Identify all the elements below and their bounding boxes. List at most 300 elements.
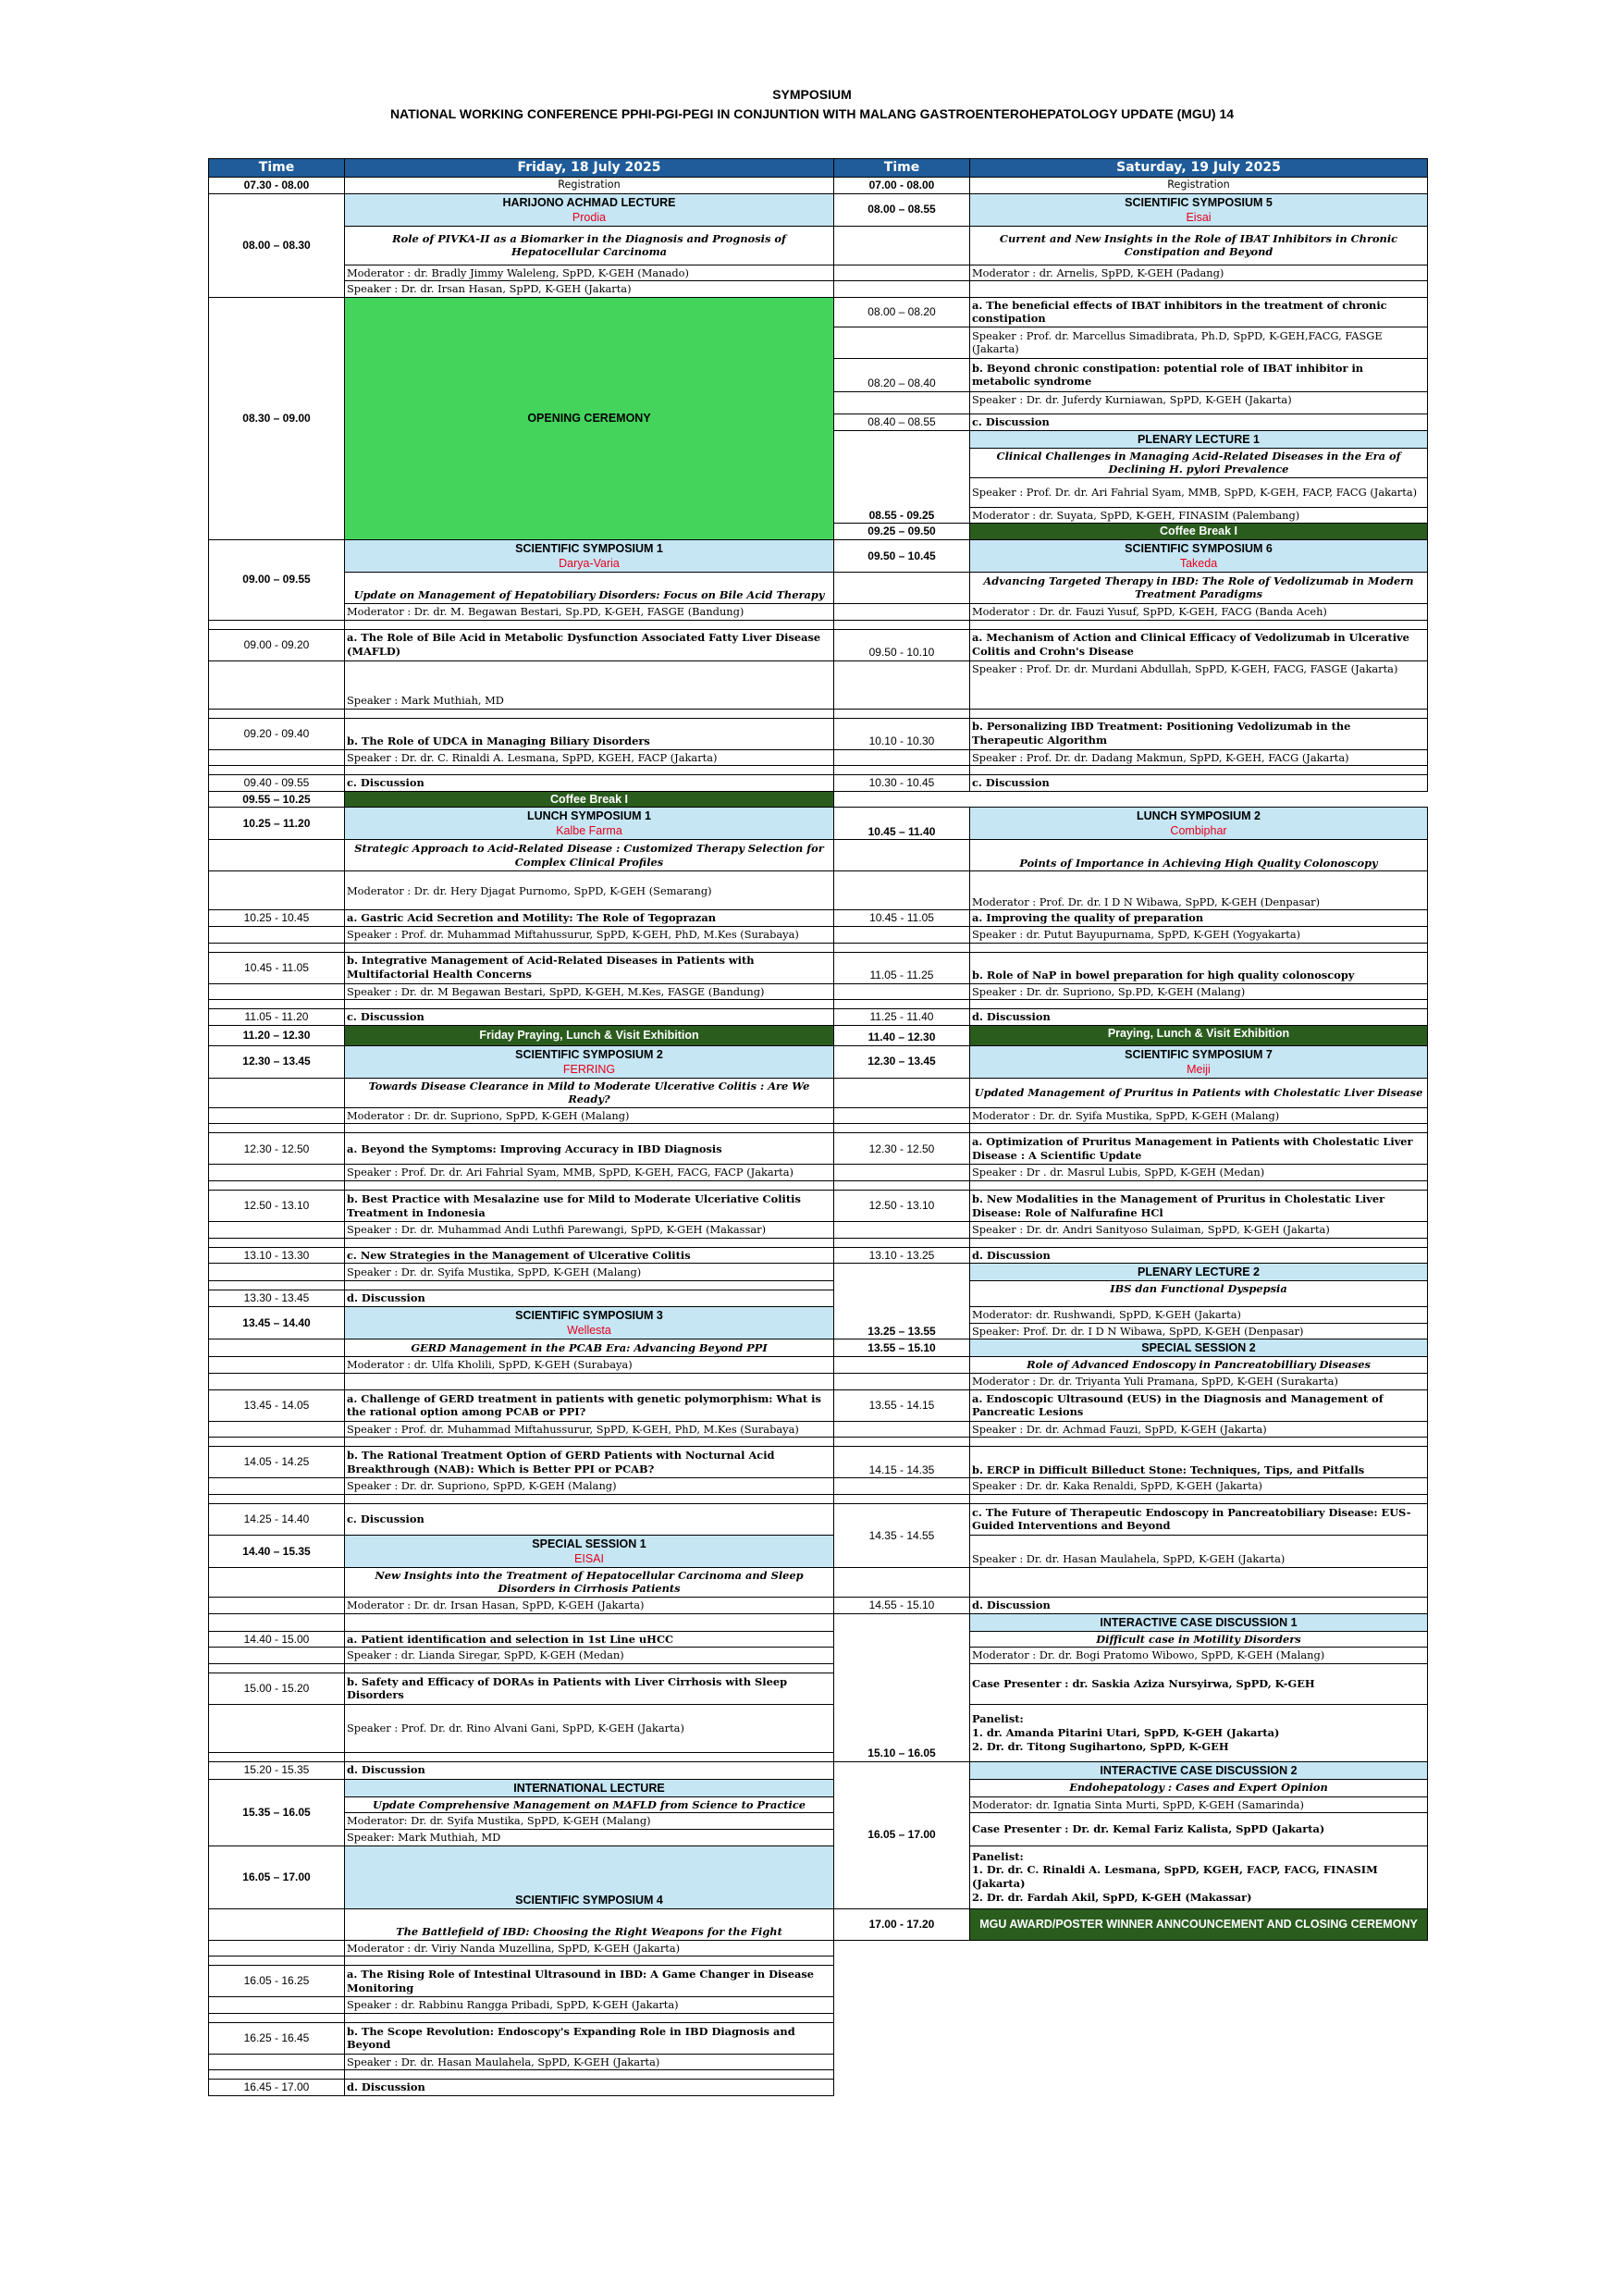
time-cell: 09.40 - 09.55 (209, 775, 345, 792)
empty-cell (345, 1957, 834, 1966)
speaker-text: Speaker : Dr. dr. Syifa Mustika, SpPD, K-GEH (Malang) (345, 1264, 834, 1281)
speaker-text: Speaker : Dr. dr. Supriono, SpPD, K-GEH (Malang) (345, 1478, 834, 1495)
empty-cell (345, 620, 834, 629)
session-header: PLENARY LECTURE 2 (970, 1264, 1428, 1281)
header-title: SYMPOSIUM (772, 87, 852, 102)
time-cell: 09.25 – 09.50 (834, 524, 970, 540)
moderator-text: Moderator : Dr. dr. Triyanta Yuli Pramana, SpPD, K-GEH (Surakarta) (970, 1374, 1428, 1390)
empty-cell (834, 620, 970, 629)
empty-cell (209, 1165, 345, 1181)
time-cell: 11.20 – 12.30 (209, 1025, 345, 1045)
talk-title: b. The Role of UDCA in Managing Biliary Disorders (345, 718, 834, 749)
empty-cell (209, 1264, 345, 1281)
session-topic: Role of PIVKA-II as a Biomarker in the Diagnosis and Prognosis of Hepatocellular Carcinoma (345, 226, 834, 265)
talk-title: a. Gastric Acid Secretion and Motility: The Role of Tegoprazan (345, 910, 834, 927)
empty-cell (209, 709, 345, 718)
talk-title: b. Best Practice with Mesalazine use for Mild to Moderate Ulceriative Colitis Treatment in Indonesia (345, 1191, 834, 1222)
speaker-text: Speaker : Dr . dr. Masrul Lubis, SpPD, K-GEH (Medan) (970, 1165, 1428, 1181)
time-cell: 15.35 – 16.05 (209, 1779, 345, 1845)
speaker-text: Speaker : Prof. Dr. dr. Rino Alvani Gani, SpPD, K-GEH (Jakarta) (345, 1704, 834, 1752)
empty-cell (834, 943, 970, 952)
empty-cell (209, 1752, 345, 1761)
talk-title: b. Personalizing IBD Treatment: Positioning Vedolizumab in the Therapeutic Algorithm (970, 718, 1428, 749)
panelist-label: Panelist: (972, 1712, 1024, 1726)
time-cell: 08.30 – 09.00 (209, 297, 345, 539)
time-cell: 09.55 – 10.25 (209, 791, 345, 808)
empty-cell (970, 2013, 1428, 2022)
discussion-text: d. Discussion (970, 1598, 1428, 1614)
empty-cell (345, 2013, 834, 2022)
empty-cell (834, 572, 970, 603)
empty-cell (345, 1374, 834, 1390)
speaker-text: Speaker : Dr. dr. Andri Sanityoso Sulaiman, SpPD, K-GEH (Jakarta) (970, 1222, 1428, 1239)
session-topic: Points of Importance in Achieving High Quality Colonoscopy (970, 840, 1428, 871)
empty-cell (834, 791, 970, 808)
empty-cell (834, 766, 970, 775)
session-header: SCIENTIFIC SYMPOSIUM 4 (345, 1845, 834, 1908)
time-cell: 14.25 - 14.40 (209, 1503, 345, 1535)
empty-cell (345, 1000, 834, 1009)
talk-title: a. Mechanism of Action and Clinical Efficacy of Vedolizumab in Ulcerative Colitis and Crohn's Disease (970, 629, 1428, 660)
empty-cell (834, 1567, 970, 1597)
session-header (970, 193, 1428, 226)
empty-cell (834, 603, 970, 620)
discussion-text: d. Discussion (970, 1009, 1428, 1026)
moderator-text: Moderator: Dr. dr. Syifa Mustika, SpPD, K-GEH (Malang) (345, 1813, 834, 1830)
time-cell: 08.00 – 08.55 (834, 193, 970, 226)
time-cell: 17.00 - 17.20 (834, 1908, 970, 1940)
empty-cell (970, 2070, 1428, 2080)
moderator-text: Moderator: dr. Rushwandi, SpPD, K-GEH (Jakarta) (970, 1306, 1428, 1323)
empty-cell (834, 1078, 970, 1107)
speaker-text: Speaker : Dr. dr. Achmad Fauzi, SpPD, K-GEH (Jakarta) (970, 1421, 1428, 1438)
empty-cell (209, 1567, 345, 1597)
talk-title: b. Safety and Efficacy of DORAs in Patients with Liver Cirrhosis with Sleep Disorders (345, 1673, 834, 1704)
empty-cell (345, 1613, 834, 1631)
time-cell: 13.10 - 13.25 (834, 1247, 970, 1264)
time-cell: 14.05 - 14.25 (209, 1447, 345, 1478)
empty-cell (970, 620, 1428, 629)
session-topic: Endohepatology : Cases and Expert Opinion (970, 1779, 1428, 1796)
time-cell: 13.45 – 14.40 (209, 1306, 345, 1339)
col-friday: Friday, 18 July 2025 (345, 159, 834, 178)
empty-cell (970, 1000, 1428, 1009)
talk-title: c. The Future of Therapeutic Endoscopy in Pancreatobiliary Disease: EUS-Guided Interventions and Beyond (970, 1503, 1428, 1535)
empty-cell (209, 943, 345, 952)
time-cell: 11.25 - 11.40 (834, 1009, 970, 1026)
session-cell: Registration (970, 178, 1428, 194)
moderator-text: Moderator : Dr. dr. Hery Djagat Purnomo, SpPD, K-GEH (Semarang) (345, 871, 834, 910)
moderator-text: Moderator : dr. Ulfa Kholili, SpPD, K-GEH (Surabaya) (345, 1357, 834, 1374)
time-cell: 16.05 – 17.00 (834, 1761, 970, 1908)
empty-cell (970, 1124, 1428, 1133)
empty-cell (834, 871, 970, 910)
session-header (970, 539, 1428, 572)
empty-cell (209, 2070, 345, 2080)
empty-cell (834, 1966, 970, 1997)
empty-cell (209, 1704, 345, 1752)
empty-cell (209, 840, 345, 871)
time-cell: 10.45 - 11.05 (834, 910, 970, 927)
empty-cell (209, 1494, 345, 1503)
empty-cell (209, 1222, 345, 1239)
empty-cell (209, 1940, 345, 1957)
empty-cell (834, 926, 970, 943)
header-subtitle: NATIONAL WORKING CONFERENCE PPHI-PGI-PEGI IN CONJUNTION WITH MALANG GASTROENTEROHEPATOLOGY UPDATE (MGU) 14 (389, 106, 1235, 121)
empty-cell (970, 709, 1428, 718)
time-cell: 10.30 - 10.45 (834, 775, 970, 792)
panelist-item: 1. dr. Amanda Pitarini Utari, SpPD, K-GEH (Jakarta) (972, 1725, 1280, 1739)
empty-cell (970, 2080, 1428, 2096)
empty-cell (970, 1494, 1428, 1503)
empty-cell (970, 766, 1428, 775)
session-topic: The Battlefield of IBD: Choosing the Right Weapons for the Fight (345, 1908, 834, 1940)
speaker-text: Speaker : Dr. dr. Kaka Renaldi, SpPD, K-GEH (Jakarta) (970, 1478, 1428, 1495)
time-cell: 16.05 – 17.00 (209, 1845, 345, 1908)
time-cell: 11.05 - 11.25 (834, 952, 970, 983)
empty-cell (345, 1663, 834, 1673)
empty-cell (970, 1567, 1428, 1597)
empty-cell (209, 1181, 345, 1191)
session-topic: Current and New Insights in the Role of IBAT Inhibitors in Chronic Constipation and Beyond (970, 226, 1428, 265)
empty-cell (209, 1374, 345, 1390)
empty-cell (209, 1238, 345, 1247)
talk-title: a. Patient identification and selection in 1st Line uHCC (345, 1631, 834, 1648)
talk-title: b. The Scope Revolution: Endoscopy's Expanding Role in IBD Diagnosis and Beyond (345, 2022, 834, 2054)
time-cell: 07.00 - 08.00 (834, 178, 970, 194)
empty-cell (209, 1598, 345, 1614)
empty-cell (834, 660, 970, 709)
session-header: PLENARY LECTURE 1 (970, 430, 1428, 448)
speaker-text: Speaker : Dr. dr. Hasan Maulahela, SpPD, K-GEH (Jakarta) (345, 2054, 834, 2070)
session-header (345, 808, 834, 840)
session-title: LUNCH SYMPOSIUM 2 (1136, 809, 1261, 823)
empty-cell (970, 1438, 1428, 1447)
empty-cell (345, 1438, 834, 1447)
time-cell: 11.40 – 12.30 (834, 1025, 970, 1045)
talk-title: a. The Role of Bile Acid in Metabolic Dysfunction Associated Fatty Liver Disease (MAFLD) (345, 629, 834, 660)
empty-cell (834, 1107, 970, 1124)
discussion-text: c. Discussion (345, 1009, 834, 1026)
panelist-item: 1. Dr. dr. C. Rinaldi A. Lesmana, SpPD, KGEH, FACP, FACG, FINASIM (Jakarta) (972, 1863, 1378, 1891)
talk-title: a. Endoscopic Ultrasound (EUS) in the Diagnosis and Management of Pancreatic Lesions (970, 1389, 1428, 1421)
time-cell: 16.25 - 16.45 (209, 2022, 345, 2054)
coffee-break-cell: Coffee Break I (345, 791, 834, 808)
empty-cell (970, 1238, 1428, 1247)
sponsor-label: Takeda (1179, 556, 1218, 570)
session-header: INTERACTIVE CASE DISCUSSION 2 (970, 1761, 1428, 1779)
speaker-text: Speaker : dr. Rabbinu Rangga Pribadi, SpPD, K-GEH (Jakarta) (345, 1997, 834, 2014)
empty-cell (834, 749, 970, 766)
time-cell: 09.00 – 09.55 (209, 539, 345, 620)
time-cell: 09.20 - 09.40 (209, 718, 345, 749)
empty-cell (970, 791, 1428, 808)
session-topic: Updated Management of Pruritus in Patients with Cholestatic Liver Disease (970, 1078, 1428, 1107)
panelist-item: 2. Dr. dr. Titong Sugihartono, SpPD, K-GEH (972, 1739, 1229, 1753)
empty-cell (834, 265, 970, 281)
time-cell: 12.50 - 13.10 (834, 1191, 970, 1222)
session-header: SPECIAL SESSION 2 (970, 1339, 1428, 1357)
time-cell: 08.55 - 09.25 (834, 430, 970, 524)
speaker-text: Speaker : Dr. dr. Hasan Maulahela, SpPD, K-GEH (Jakarta) (970, 1535, 1428, 1567)
session-header: INTERACTIVE CASE DISCUSSION 1 (970, 1613, 1428, 1631)
session-topic: GERD Management in the PCAB Era: Advancing Beyond PPI (345, 1339, 834, 1357)
speaker-text: Speaker : Prof. Dr. dr. Dadang Makmun, SpPD, K-GEH, FACG (Jakarta) (970, 749, 1428, 766)
speaker-text: Speaker : dr. Putut Bayupurnama, SpPD, K-GEH (Yogyakarta) (970, 926, 1428, 943)
speaker-text: Speaker : Dr. dr. M Begawan Bestari, SpPD, K-GEH, M.Kes, FASGE (Bandung) (345, 983, 834, 1000)
empty-cell (209, 1438, 345, 1447)
time-cell: 10.45 - 11.05 (209, 952, 345, 983)
empty-cell (209, 1124, 345, 1133)
empty-cell (970, 2054, 1428, 2070)
speaker-text: Speaker : Dr. dr. Muhammad Andi Luthfi Parewangi, SpPD, K-GEH (Makassar) (345, 1222, 834, 1239)
session-header (345, 193, 834, 226)
empty-cell (834, 281, 970, 298)
time-cell: 13.55 - 14.15 (834, 1389, 970, 1421)
speaker-text: Speaker : Prof. dr. Muhammad Miftahussurur, SpPD, K-GEH, PhD, M.Kes (Surabaya) (345, 1421, 834, 1438)
session-title: LUNCH SYMPOSIUM 1 (526, 809, 652, 823)
panelist-list (970, 1704, 1428, 1761)
time-cell: 10.45 – 11.40 (834, 808, 970, 840)
panelist-list (970, 1845, 1428, 1908)
empty-cell (209, 1078, 345, 1107)
time-cell: 09.00 - 09.20 (209, 629, 345, 660)
time-cell: 14.40 - 15.00 (209, 1631, 345, 1648)
moderator-text: Moderator : Dr. dr. Fauzi Yusuf, SpPD, K-GEH, FACG (Banda Aceh) (970, 603, 1428, 620)
moderator-text: Moderator : Prof. Dr. dr. I D N Wibawa, SpPD, K-GEH (Denpasar) (970, 871, 1428, 910)
sponsor-label: Darya-Varia (559, 556, 620, 570)
empty-cell (345, 1181, 834, 1191)
empty-cell (209, 1357, 345, 1374)
time-cell: 08.00 – 08.30 (209, 193, 345, 297)
speaker-text: Speaker : Dr. dr. C. Rinaldi A. Lesmana, SpPD, KGEH, FACP (Jakarta) (345, 749, 834, 766)
empty-cell (209, 983, 345, 1000)
session-topic: Role of Advanced Endoscopy in Pancreatobilliary Diseases (970, 1357, 1428, 1374)
empty-cell (834, 983, 970, 1000)
empty-cell (209, 1613, 345, 1631)
time-cell: 15.00 - 15.20 (209, 1673, 345, 1704)
empty-cell (970, 1940, 1428, 1957)
speaker-text: Speaker: Prof. Dr. dr. I D N Wibawa, SpPD, K-GEH (Denpasar) (970, 1323, 1428, 1339)
session-header (970, 808, 1428, 840)
speaker-text: Speaker : Dr. dr. Juferdy Kurniawan, SpPD, K-GEH (Jakarta) (970, 391, 1428, 414)
session-topic: IBS dan Functional Dyspepsia (970, 1281, 1428, 1307)
empty-cell (209, 926, 345, 943)
session-topic: Update Comprehensive Management on MAFLD from Science to Practice (345, 1796, 834, 1813)
session-header: INTERNATIONAL LECTURE (345, 1779, 834, 1796)
moderator-text: Moderator: dr. Ignatia Sinta Murti, SpPD, K-GEH (Samarinda) (970, 1796, 1428, 1813)
discussion-text: c. Discussion (970, 414, 1428, 430)
col-saturday: Saturday, 19 July 2025 (970, 159, 1428, 178)
empty-cell (834, 2054, 970, 2070)
empty-cell (834, 1940, 970, 1957)
empty-cell (970, 1966, 1428, 1997)
sponsor-label: FERRING (562, 1062, 616, 1076)
session-topic: Update on Management of Hepatobiliary Disorders: Focus on Bile Acid Therapy (345, 572, 834, 603)
empty-cell (834, 2022, 970, 2054)
empty-cell (209, 1281, 345, 1290)
empty-cell (209, 1648, 345, 1664)
empty-cell (834, 1478, 970, 1495)
talk-title: b. Integrative Management of Acid-Related Diseases in Patients with Multifactorial Health Concerns (345, 952, 834, 983)
time-cell: 14.35 - 14.55 (834, 1503, 970, 1567)
empty-cell (345, 1494, 834, 1503)
empty-cell (345, 2070, 834, 2080)
empty-cell (209, 660, 345, 709)
empty-cell (345, 766, 834, 775)
closing-ceremony-cell: MGU AWARD/POSTER WINNER ANNCOUNCEMENT AND CLOSING CEREMONY (970, 1908, 1428, 1940)
empty-cell (834, 1000, 970, 1009)
empty-cell (209, 1957, 345, 1966)
time-cell: 13.45 - 14.05 (209, 1389, 345, 1421)
speaker-text: Speaker : Prof. dr. Marcellus Simadibrata, Ph.D, SpPD, K-GEH,FACG, FASGE (Jakarta) (970, 327, 1428, 358)
empty-cell (209, 1421, 345, 1438)
sponsor-label: Wellesta (567, 1324, 611, 1338)
panelist-item: 2. Dr. dr. Fardah Akil, SpPD, K-GEH (Makassar) (972, 1890, 1252, 1904)
moderator-text: Moderator : dr. Arnelis, SpPD, K-GEH (Padang) (970, 265, 1428, 281)
session-title: SCIENTIFIC SYMPOSIUM 3 (515, 1309, 663, 1323)
empty-cell (834, 1957, 970, 1966)
sponsor-label: Combiphar (1170, 824, 1227, 838)
talk-title: a. Beyond the Symptoms: Improving Accuracy in IBD Diagnosis (345, 1133, 834, 1165)
session-title: HARIJONO ACHMAD LECTURE (502, 195, 676, 209)
empty-cell (345, 1238, 834, 1247)
empty-cell (345, 1752, 834, 1761)
time-cell: 14.55 - 15.10 (834, 1598, 970, 1614)
empty-cell (970, 943, 1428, 952)
time-cell: 16.05 - 16.25 (209, 1966, 345, 1997)
time-cell: 07.30 - 08.00 (209, 178, 345, 194)
sponsor-label: Prodia (572, 210, 607, 224)
empty-cell (834, 226, 970, 265)
session-title: SCIENTIFIC SYMPOSIUM 1 (515, 541, 663, 555)
empty-cell (834, 1997, 970, 2014)
empty-cell (209, 1000, 345, 1009)
empty-cell (834, 2070, 970, 2080)
empty-cell (209, 766, 345, 775)
talk-title: a. Improving the quality of preparation (970, 910, 1428, 927)
case-presenter-text: Case Presenter : Dr. dr. Kemal Fariz Kalista, SpPD (Jakarta) (970, 1813, 1428, 1845)
document-header (0, 85, 1624, 124)
discussion-text: d. Discussion (345, 2080, 834, 2096)
empty-cell (834, 1494, 970, 1503)
time-cell: 14.15 - 14.35 (834, 1447, 970, 1478)
session-header (345, 1306, 834, 1339)
session-topic: Advancing Targeted Therapy in IBD: The Role of Vedolizumab in Modern Treatment Paradigms (970, 572, 1428, 603)
empty-cell (970, 1957, 1428, 1966)
speaker-text: Speaker: Mark Muthiah, MD (345, 1829, 834, 1845)
empty-cell (834, 1238, 970, 1247)
discussion-text: c. Discussion (345, 775, 834, 792)
moderator-text: Moderator : Dr. dr. Irsan Hasan, SpPD, K-GEH (Jakarta) (345, 1598, 834, 1614)
empty-cell (970, 281, 1428, 298)
empty-cell (209, 2054, 345, 2070)
speaker-text: Speaker : Prof. dr. Muhammad Miftahussurur, SpPD, K-GEH, PhD, M.Kes (Surabaya) (345, 926, 834, 943)
empty-cell (345, 709, 834, 718)
session-topic: New Insights into the Treatment of Hepatocellular Carcinoma and Sleep Disorders in Cirrhosis Patients (345, 1567, 834, 1597)
talk-title: b. Beyond chronic constipation: potential role of IBAT inhibitor in metabolic syndrome (970, 358, 1428, 391)
empty-cell (834, 1222, 970, 1239)
empty-cell (834, 2013, 970, 2022)
empty-cell (834, 709, 970, 718)
time-cell: 16.45 - 17.00 (209, 2080, 345, 2096)
discussion-text: d. Discussion (345, 1290, 834, 1307)
empty-cell (209, 2013, 345, 2022)
session-topic: Strategic Approach to Acid-Related Disease : Customized Therapy Selection for Complex Clinical Profiles (345, 840, 834, 871)
discussion-text: d. Discussion (345, 1761, 834, 1779)
talk-title: b. New Modalities in the Management of Pruritus in Cholestatic Liver Disease: Role of Nalfurafine HCl (970, 1191, 1428, 1222)
speaker-text: Speaker : dr. Lianda Siregar, SpPD, K-GEH (Medan) (345, 1648, 834, 1664)
speaker-text: Speaker : Mark Muthiah, MD (345, 660, 834, 709)
coffee-break-cell: Coffee Break I (970, 524, 1428, 540)
time-cell: 13.25 – 13.55 (834, 1264, 970, 1339)
discussion-text: d. Discussion (970, 1247, 1428, 1264)
empty-cell (834, 2080, 970, 2096)
session-cell: Registration (345, 178, 834, 194)
empty-cell (834, 1357, 970, 1374)
empty-cell (834, 840, 970, 871)
sponsor-label: Eisai (1186, 210, 1212, 224)
talk-title: a. The beneficial effects of IBAT inhibitors in the treatment of chronic constipation (970, 297, 1428, 327)
schedule-table (208, 158, 1428, 2096)
empty-cell (834, 1181, 970, 1191)
talk-title: b. Role of NaP in bowel preparation for high quality colonoscopy (970, 952, 1428, 983)
speaker-text: Speaker : Dr. dr. Supriono, Sp.PD, K-GEH (Malang) (970, 983, 1428, 1000)
panelist-label: Panelist: (972, 1849, 1024, 1863)
time-cell: 12.30 - 12.50 (209, 1133, 345, 1165)
opening-ceremony-cell: OPENING CEREMONY (345, 297, 834, 539)
speaker-text: Speaker : Prof. Dr. dr. Ari Fahrial Syam, MMB, SpPD, K-GEH, FACP, FACG (Jakarta) (970, 477, 1428, 507)
empty-cell (209, 1339, 345, 1357)
session-header (345, 1045, 834, 1078)
talk-title: b. ERCP in Difficult Billeduct Stone: Techniques, Tips, and Pitfalls (970, 1447, 1428, 1478)
time-cell: 12.30 - 12.50 (834, 1133, 970, 1165)
empty-cell (970, 1181, 1428, 1191)
time-cell: 15.20 - 15.35 (209, 1761, 345, 1779)
moderator-text: Moderator : dr. Suyata, SpPD, K-GEH, FINASIM (Palembang) (970, 507, 1428, 524)
time-cell: 14.40 – 15.35 (209, 1535, 345, 1567)
table-header-row (209, 159, 1428, 178)
moderator-text: Moderator : Dr. dr. Syifa Mustika, SpPD, K-GEH (Malang) (970, 1107, 1428, 1124)
empty-cell (834, 1124, 970, 1133)
talk-title: a. Optimization of Pruritus Management in Patients with Cholestatic Liver Disease : A Scientific Update (970, 1133, 1428, 1165)
sponsor-label: Kalbe Farma (556, 824, 622, 838)
empty-cell (209, 871, 345, 910)
session-topic: Towards Disease Clearance in Mild to Moderate Ulcerative Colitis : Are We Ready? (345, 1078, 834, 1107)
time-cell: 13.55 – 15.10 (834, 1339, 970, 1357)
break-cell: Friday Praying, Lunch & Visit Exhibition (345, 1025, 834, 1045)
talk-title: b. The Rational Treatment Option of GERD Patients with Nocturnal Acid Breakthrough (NAB): Which is Better PPI or PCAB? (345, 1447, 834, 1478)
moderator-text: Moderator : Dr. dr. M. Begawan Bestari, Sp.PD, K-GEH, FASGE (Bandung) (345, 603, 834, 620)
session-title: SCIENTIFIC SYMPOSIUM 7 (1125, 1047, 1273, 1061)
empty-cell (834, 327, 970, 358)
time-cell: 13.30 - 13.45 (209, 1290, 345, 1307)
talk-title: a. Challenge of GERD treatment in patients with genetic polymorphism: What is the rational option among PCAB or PPI? (345, 1389, 834, 1421)
col-time-left: Time (209, 159, 345, 178)
time-cell: 08.40 – 08.55 (834, 414, 970, 430)
time-cell: 10.25 - 10.45 (209, 910, 345, 927)
session-topic: Clinical Challenges in Managing Acid-Related Diseases in the Era of Declining H. pylori Prevalence (970, 448, 1428, 477)
session-title: SPECIAL SESSION 1 (532, 1537, 646, 1550)
discussion-text: c. Discussion (970, 775, 1428, 792)
break-cell: Praying, Lunch & Visit Exhibition (970, 1025, 1428, 1045)
moderator-text: Moderator : Dr. dr. Supriono, SpPD, K-GEH (Malang) (345, 1107, 834, 1124)
time-cell: 13.10 - 13.30 (209, 1247, 345, 1264)
moderator-text: Moderator : dr. Viriy Nanda Muzellina, SpPD, K-GEH (Jakarta) (345, 1940, 834, 1957)
empty-cell (834, 1421, 970, 1438)
empty-cell (834, 1374, 970, 1390)
speaker-text: Speaker : Prof. Dr. dr. Ari Fahrial Syam, MMB, SpPD, K-GEH, FACG, FACP (Jakarta) (345, 1165, 834, 1181)
